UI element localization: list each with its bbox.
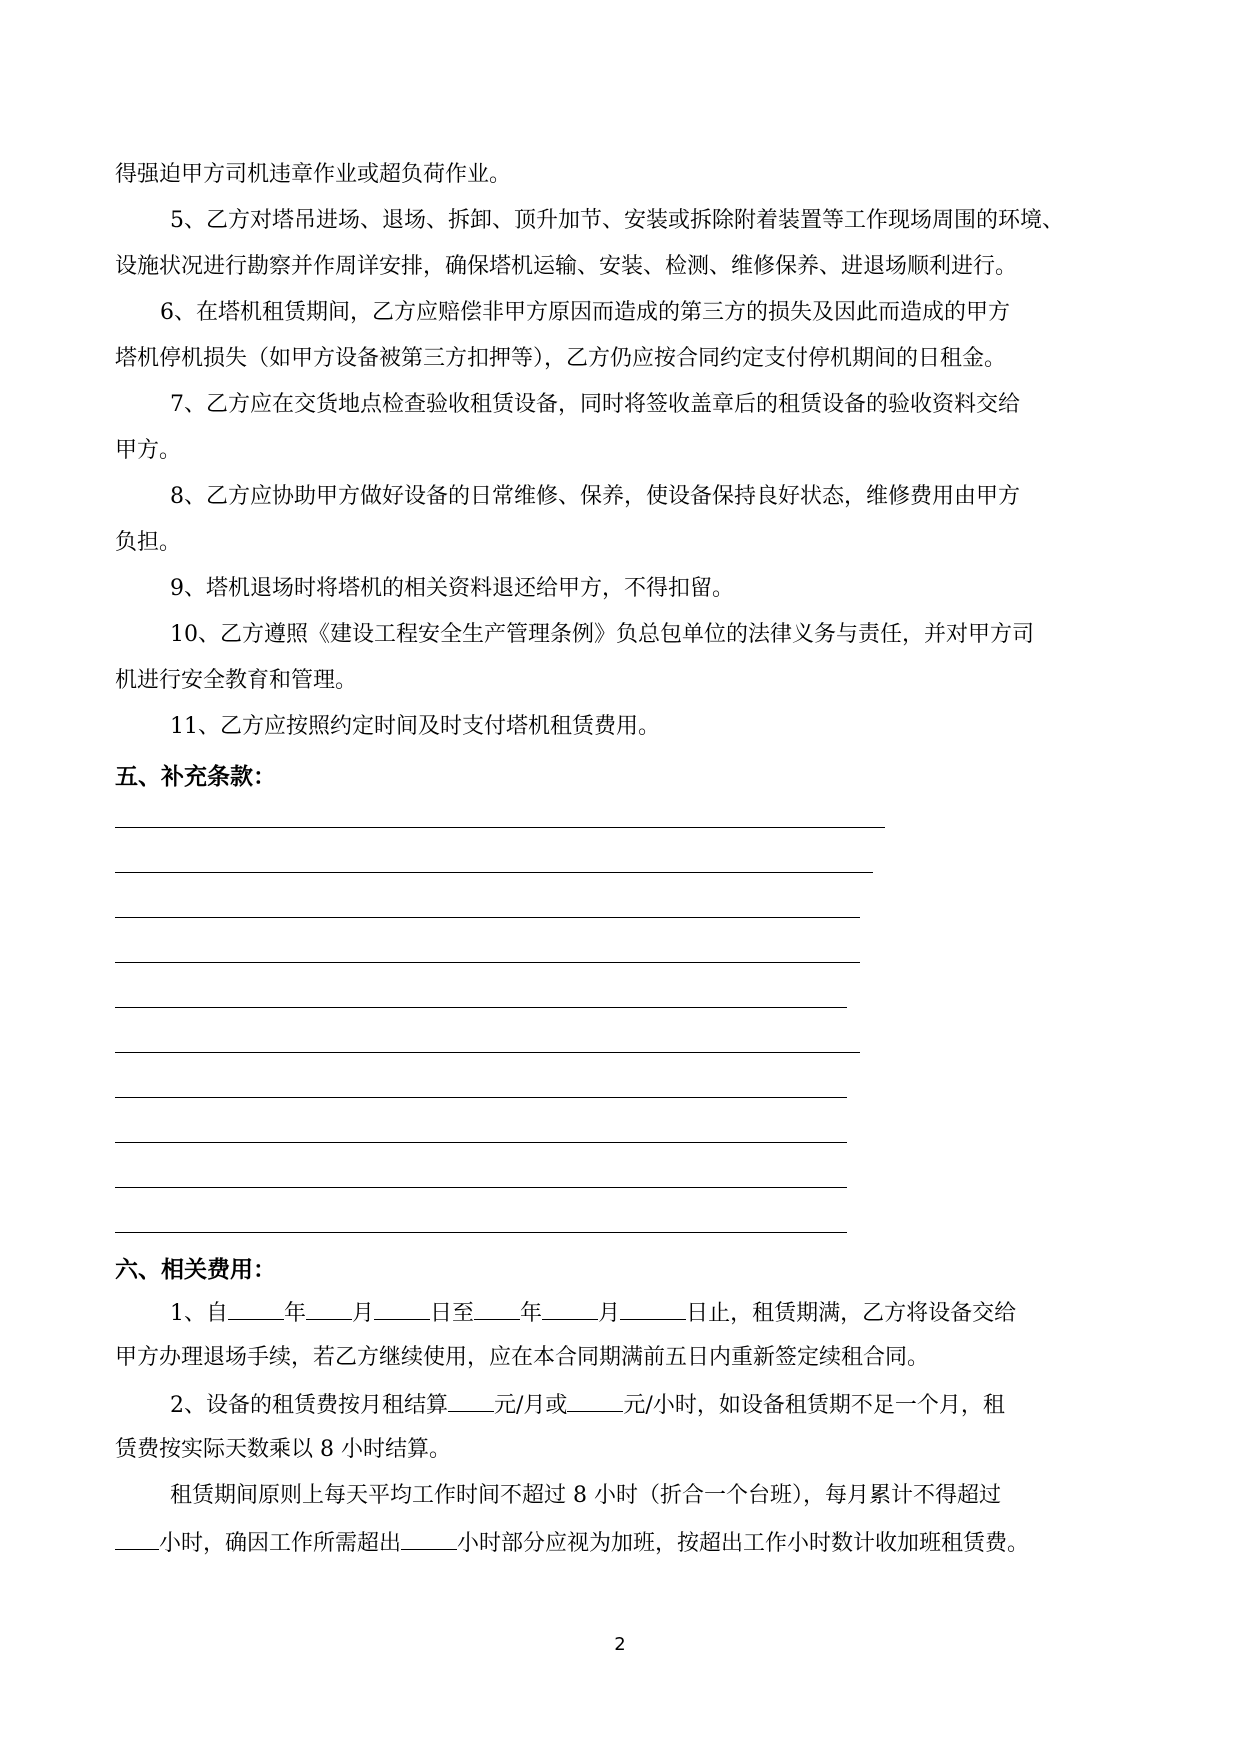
clause-6-line-1: 6、在塔机租赁期间，乙方应赔偿非甲方原因而造成的第三方的损失及因此而造成的甲方 xyxy=(160,300,1010,325)
fee-text: 年 xyxy=(284,1301,307,1326)
section-5-heading: 五、补充条款： xyxy=(115,764,276,790)
monthly-rent-blank[interactable] xyxy=(448,1389,494,1412)
overtime-hours-blank[interactable] xyxy=(401,1527,457,1550)
year-blank[interactable] xyxy=(228,1297,284,1320)
clause-7-line-1: 7、乙方应在交货地点检查验收租赁设备，同时将签收盖章后的租赁设备的验收资料交给 xyxy=(170,392,1020,417)
blank-line[interactable] xyxy=(115,1052,860,1053)
fee-item-3-line-1: 租赁期间原则上每天平均工作时间不超过 8 小时（折合一个台班），每月累计不得超过 xyxy=(170,1483,1001,1508)
page-number: 2 xyxy=(614,1634,626,1655)
fee-text: 元/小时，如设备租赁期不足一个月，租 xyxy=(623,1393,1005,1418)
fee-item-3-line-2 xyxy=(115,1527,1125,1559)
fee-item-1-line-1 xyxy=(170,1297,1130,1329)
max-hours-blank[interactable] xyxy=(115,1527,159,1550)
clause-9: 9、塔机退场时将塔机的相关资料退还给甲方，不得扣留。 xyxy=(170,576,734,601)
blank-line[interactable] xyxy=(115,1142,847,1143)
clause-5-line-2: 设施状况进行勘察并作周详安排，确保塔机运输、安装、检测、维修保养、进退场顺利进行。 xyxy=(115,254,1018,279)
hourly-rent-blank[interactable] xyxy=(567,1389,623,1412)
fee-text: 2、设备的租赁费按月租结算 xyxy=(170,1393,448,1418)
clause-8-line-2: 负担。 xyxy=(115,530,182,555)
fee-item-1-line-2: 甲方办理退场手续，若乙方继续使用，应在本合同期满前五日内重新签定续租合同。 xyxy=(115,1345,930,1370)
fee-text: 1、自 xyxy=(170,1301,228,1326)
clause-5-line-1: 5、乙方对塔吊进场、退场、拆卸、顶升加节、安装或拆除附着装置等工作现场周围的环境、 xyxy=(170,208,1065,233)
blank-line[interactable] xyxy=(115,962,860,963)
day-blank[interactable] xyxy=(374,1297,430,1320)
clause-11: 11、乙方应按照约定时间及时支付塔机租赁费用。 xyxy=(170,714,660,739)
fee-text: 小时，确因工作所需超出 xyxy=(159,1531,402,1556)
fee-item-2-line-2: 赁费按实际天数乘以 8 小时结算。 xyxy=(115,1437,451,1462)
clause-10-line-1: 10、乙方遵照《建设工程安全生产管理条例》负总包单位的法律义务与责任，并对甲方司 xyxy=(170,622,1034,647)
clause-7-line-2: 甲方。 xyxy=(115,438,182,463)
month-blank[interactable] xyxy=(306,1297,352,1320)
fee-text: 小时部分应视为加班，按超出工作小时数计收加班租赁费。 xyxy=(457,1531,1030,1556)
year-blank[interactable] xyxy=(474,1297,520,1320)
fee-text: 年 xyxy=(520,1301,543,1326)
fee-text: 日止，租赁期满，乙方将设备交给 xyxy=(686,1301,1017,1326)
fee-text: 月 xyxy=(598,1301,621,1326)
clause-8-line-1: 8、乙方应协助甲方做好设备的日常维修、保养，使设备保持良好状态，维修费用由甲方 xyxy=(170,484,1020,509)
fee-item-2-line-1 xyxy=(170,1389,1130,1421)
month-blank[interactable] xyxy=(542,1297,598,1320)
blank-line[interactable] xyxy=(115,1097,847,1098)
blank-line[interactable] xyxy=(115,1007,847,1008)
blank-line[interactable] xyxy=(115,1232,847,1233)
blank-line[interactable] xyxy=(115,917,860,918)
clause-6-line-2: 塔机停机损失（如甲方设备被第三方扣押等），乙方仍应按合同约定支付停机期间的日租金。 xyxy=(115,346,1007,371)
blank-line[interactable] xyxy=(115,827,885,828)
text-line: 得强迫甲方司机违章作业或超负荷作业。 xyxy=(115,162,512,187)
fee-text: 日至 xyxy=(430,1301,475,1326)
fee-text: 元/月或 xyxy=(494,1393,568,1418)
fee-text: 月 xyxy=(352,1301,375,1326)
day-blank[interactable] xyxy=(620,1297,686,1320)
clause-10-line-2: 机进行安全教育和管理。 xyxy=(115,668,358,693)
section-6-heading: 六、相关费用： xyxy=(115,1257,276,1283)
blank-line[interactable] xyxy=(115,1187,847,1188)
blank-line[interactable] xyxy=(115,872,873,873)
